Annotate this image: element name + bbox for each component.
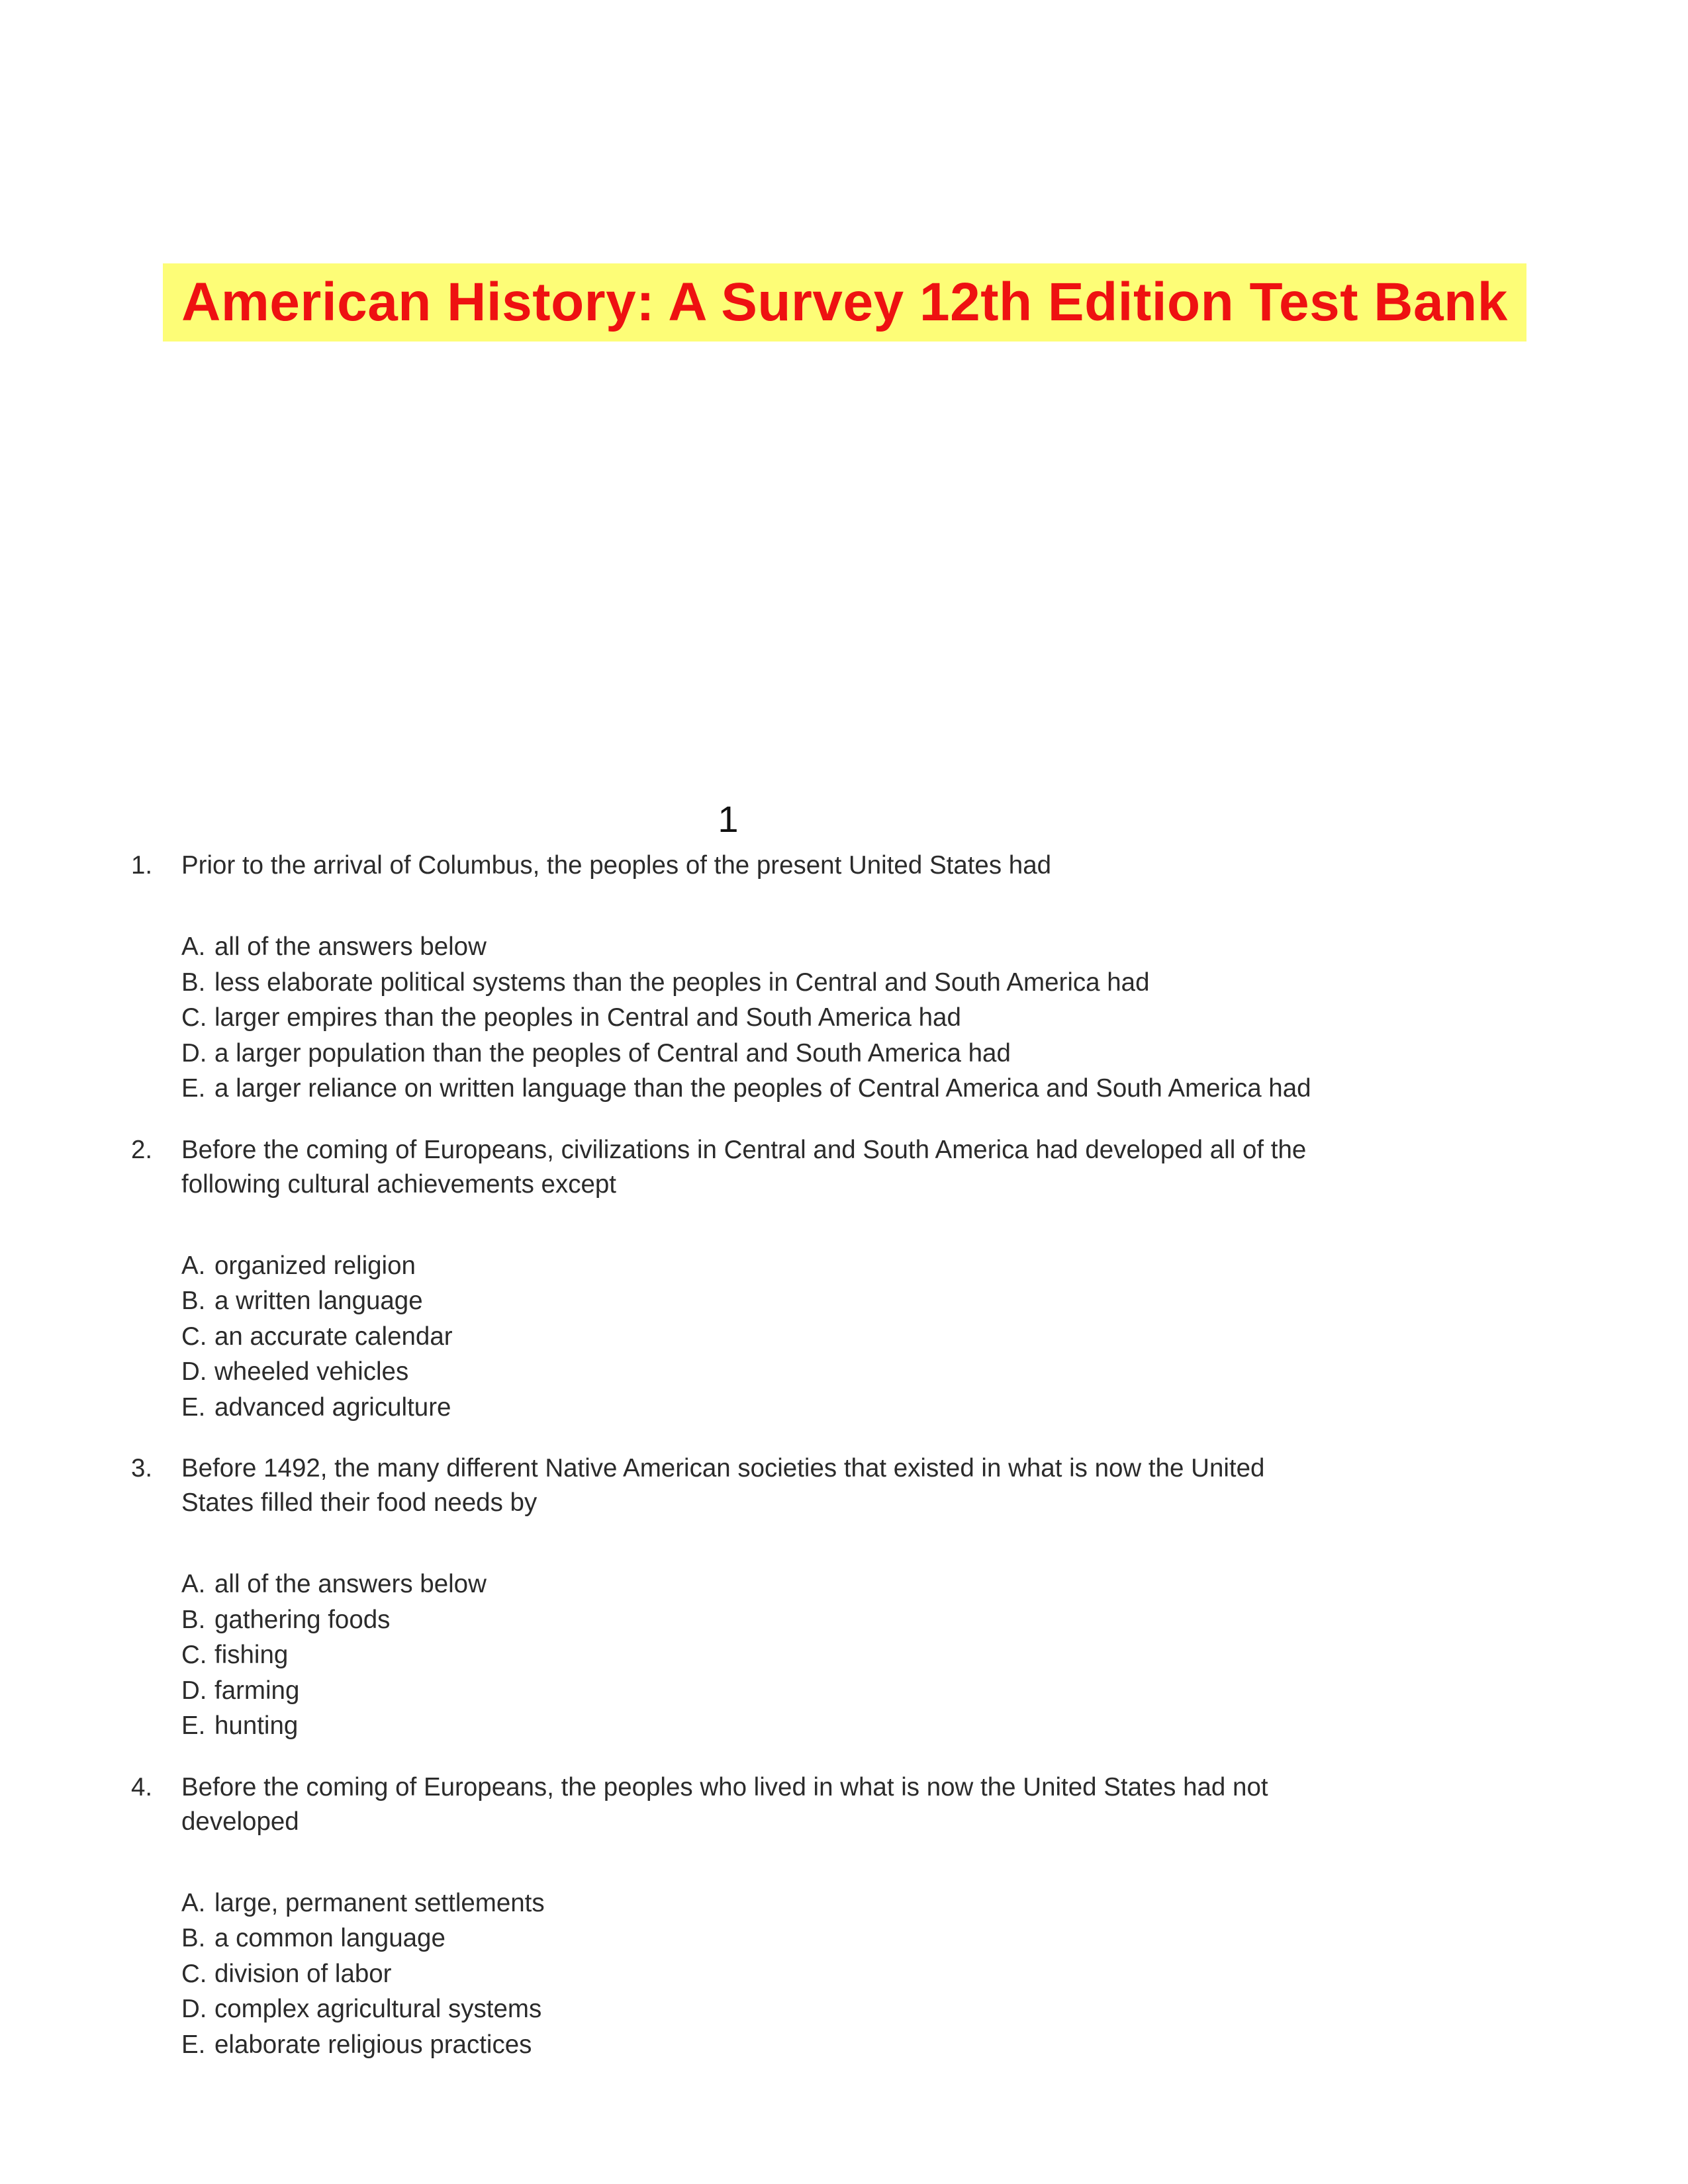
answer-options — [181, 1886, 1342, 2063]
option-text: a larger population than the peoples of Central and South America had — [214, 1038, 1011, 1068]
answer-options — [181, 929, 1342, 1107]
answer-option-d — [181, 1354, 1333, 1390]
answer-option-c — [181, 1956, 1333, 1992]
option-letter: D. — [181, 1676, 207, 1705]
question-4 — [131, 1770, 1342, 2063]
question-stem — [131, 1133, 1342, 1202]
title-banner — [163, 263, 1526, 341]
option-letter: C. — [181, 1641, 207, 1669]
option-text: division of labor — [214, 1959, 392, 1988]
option-letter: A. — [181, 1251, 206, 1280]
option-text: large, permanent settlements — [214, 1888, 545, 1917]
option-text: elaborate religious practices — [214, 2030, 532, 2059]
option-letter: C. — [181, 1003, 207, 1032]
option-text: organized religion — [214, 1251, 416, 1280]
option-letter: D. — [181, 1357, 207, 1386]
answer-option-d — [181, 1673, 1333, 1709]
question-stem — [131, 1451, 1342, 1520]
option-text: gathering foods — [214, 1605, 391, 1634]
answer-option-c — [181, 1000, 1333, 1036]
question-number: 3. — [131, 1454, 153, 1482]
answer-option-e — [181, 1708, 1333, 1744]
option-letter: B. — [181, 1287, 206, 1315]
question-number: 1. — [131, 851, 153, 880]
question-stem — [131, 848, 1342, 883]
answer-option-c — [181, 1637, 1333, 1673]
answer-options — [181, 1567, 1342, 1744]
answer-option-e — [181, 1390, 1333, 1426]
question-2 — [131, 1133, 1342, 1426]
option-letter: B. — [181, 1605, 206, 1634]
option-letter: C. — [181, 1959, 207, 1988]
question-text: Before 1492, the many different Native American societies that existed in what is now the United States filled their food needs by — [181, 1454, 1265, 1517]
question-3 — [131, 1451, 1342, 1744]
question-1 — [131, 848, 1342, 1107]
option-text: all of the answers below — [214, 1570, 487, 1598]
option-text: advanced agriculture — [214, 1392, 451, 1422]
option-letter: A. — [181, 1570, 206, 1598]
answer-option-b — [181, 1283, 1333, 1319]
answer-option-b — [181, 965, 1333, 1001]
answer-option-d — [181, 1036, 1333, 1071]
question-text: Before the coming of Europeans, civilizations in Central and South America had developed all of the following cultural achievements except — [181, 1135, 1307, 1199]
page-number: 1 — [718, 798, 739, 840]
option-letter: A. — [181, 933, 206, 961]
answer-option-e — [181, 1071, 1333, 1107]
answer-option-a — [181, 1248, 1333, 1284]
option-text: a written language — [214, 1287, 423, 1315]
option-letter: D. — [181, 1038, 207, 1068]
option-text: fishing — [214, 1641, 289, 1669]
answer-option-a — [181, 1886, 1333, 1921]
option-letter: E. — [181, 1074, 206, 1103]
answer-option-d — [181, 1991, 1333, 2027]
question-list — [131, 848, 1342, 2089]
answer-option-b — [181, 1602, 1333, 1638]
option-text: a larger reliance on written language than the peoples of Central America and South America had — [214, 1074, 1311, 1103]
question-number: 4. — [131, 1772, 153, 1801]
option-letter: A. — [181, 1888, 206, 1917]
option-letter: E. — [181, 1392, 206, 1422]
option-text: all of the answers below — [214, 933, 487, 961]
answer-option-c — [181, 1319, 1333, 1355]
answer-option-a — [181, 929, 1333, 965]
question-text: Before the coming of Europeans, the peoples who lived in what is now the United States had not developed — [181, 1772, 1268, 1836]
option-text: complex agricultural systems — [214, 1995, 542, 2023]
option-text: an accurate calendar — [214, 1322, 453, 1351]
document-title: American History: A Survey 12th Edition Test Bank — [181, 272, 1508, 332]
option-text: a common language — [214, 1924, 445, 1952]
option-text: less elaborate political systems than the peoples in Central and South America had — [214, 968, 1150, 997]
option-letter: B. — [181, 968, 206, 997]
question-stem — [131, 1770, 1342, 1839]
option-letter: E. — [181, 2030, 206, 2059]
option-text: wheeled vehicles — [214, 1357, 409, 1386]
answer-option-e — [181, 2027, 1333, 2063]
option-text: hunting — [214, 1711, 299, 1740]
answer-option-a — [181, 1567, 1333, 1602]
option-text: farming — [214, 1676, 300, 1705]
question-number: 2. — [131, 1135, 153, 1164]
option-letter: D. — [181, 1995, 207, 2023]
option-letter: C. — [181, 1322, 207, 1351]
answer-option-b — [181, 1921, 1333, 1956]
option-letter: E. — [181, 1711, 206, 1740]
option-letter: B. — [181, 1924, 206, 1952]
answer-options — [181, 1248, 1342, 1426]
option-text: larger empires than the peoples in Central and South America had — [214, 1003, 961, 1032]
question-text: Prior to the arrival of Columbus, the peoples of the present United States had — [181, 851, 1052, 880]
